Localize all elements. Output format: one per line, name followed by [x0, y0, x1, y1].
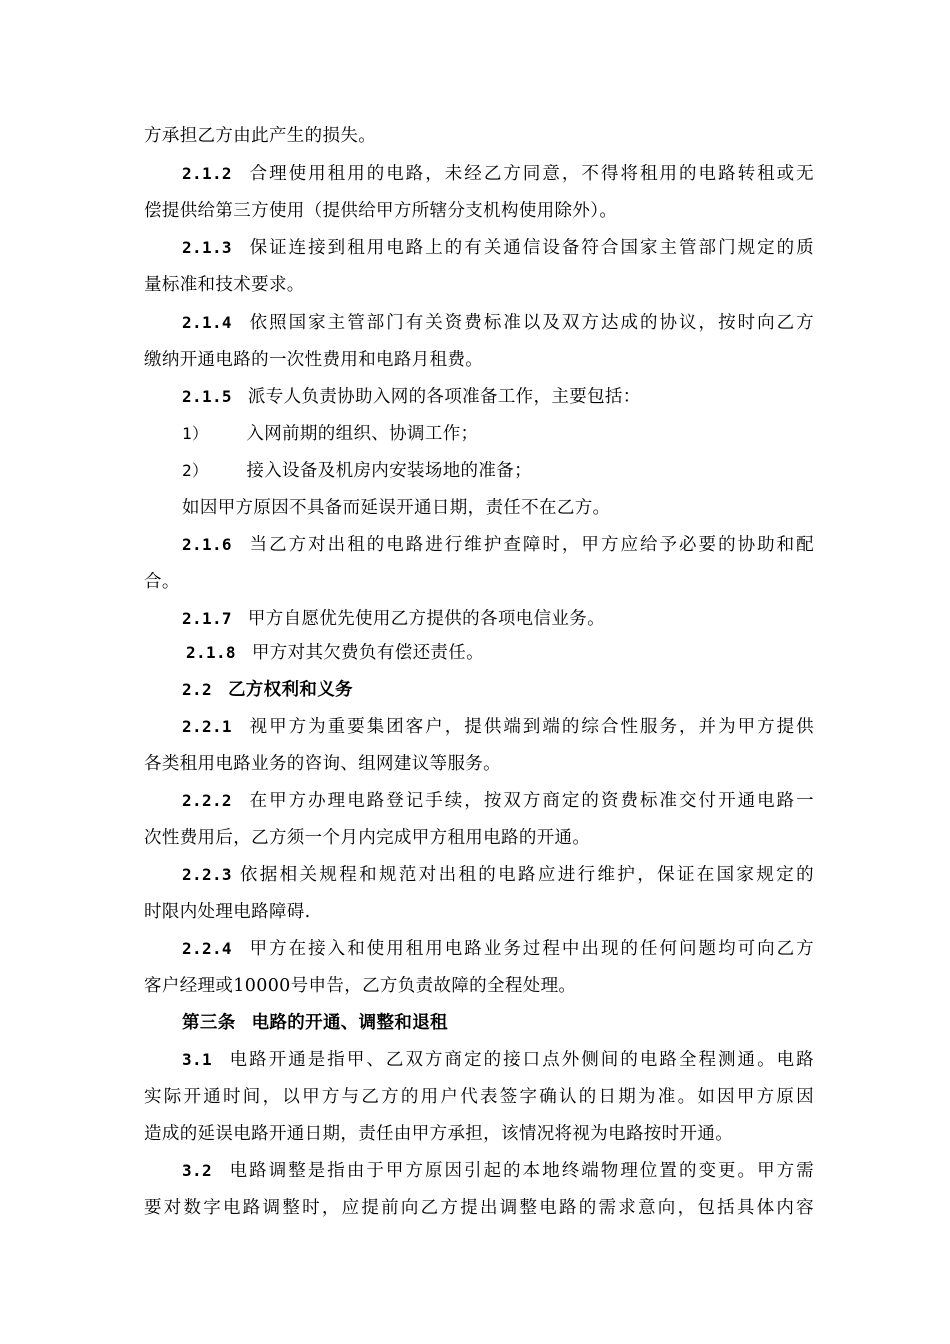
clause-2-1-8 [186, 641, 818, 665]
clause-3-2 [182, 1159, 814, 1183]
section-title: 乙方权利和义务 [227, 680, 353, 700]
list-marker: 1） [182, 424, 209, 443]
list-text: 接入设备及机房内安装场地的准备； [246, 461, 532, 481]
clause-2-1-6 [182, 533, 814, 557]
clause-text: 依照国家主管部门有关资费标准以及双方达成的协议，按时向乙方 [247, 313, 814, 333]
clause-2-1-4 [182, 311, 814, 335]
clause-number: 3.1 [182, 1050, 212, 1069]
article-number: 第三条 [182, 1013, 236, 1033]
clause-text: 合理使用租用的电路，未经乙方同意，不得将租用的电路转租或无 [247, 164, 814, 184]
section-number: 2.2 [182, 680, 212, 699]
paragraph-line [144, 124, 814, 148]
list-marker: 2） [182, 461, 209, 480]
paragraph-line [144, 273, 814, 297]
paragraph-line [144, 752, 814, 776]
text: 各类租用电路业务的咨询、组网建议等服务。 [144, 754, 501, 774]
clause-2-2-4 [182, 937, 814, 961]
list-item-2 [182, 459, 814, 483]
paragraph-line [144, 1196, 814, 1220]
clause-text: 甲方自愿优先使用乙方提供的各项电信业务。 [247, 609, 605, 629]
paragraph-line [144, 348, 814, 372]
article-heading-3 [182, 1011, 814, 1035]
clause-2-1-7 [182, 607, 814, 631]
paragraph-line [144, 900, 814, 924]
paragraph-line [144, 1122, 814, 1146]
clause-2-1-3 [182, 236, 814, 260]
list-item-1 [182, 422, 814, 446]
text: 方承担乙方由此产生的损失。 [144, 126, 377, 146]
text: 实际开通时间，以甲方与乙方的用户代表签字确认的日期为准。如因甲方原因 [144, 1087, 814, 1107]
clause-number: 2.2.4 [182, 939, 232, 958]
clause-number: 2.2.3 [182, 865, 232, 884]
clause-number: 2.2.2 [182, 791, 232, 810]
clause-text: 依据相关规程和规范对出租的电路应进行维护，保证在国家规定的 [237, 865, 814, 885]
paragraph-line [144, 1085, 814, 1109]
clause-text: 当乙方对出租的电路进行维护查障时，甲方应给予必要的协助和配 [247, 535, 814, 555]
clause-2-2-3 [182, 863, 814, 887]
text: 合。 [144, 572, 180, 592]
text: 量标准和技术要求。 [144, 275, 305, 295]
clause-text: 在甲方办理电路登记手续，按双方商定的资费标准交付开通电路一 [247, 791, 814, 811]
clause-2-2-1 [182, 715, 814, 739]
clause-number: 2.1.5 [182, 387, 232, 406]
text: 偿提供给第三方使用（提供给甲方所辖分支机构使用除外）。 [144, 201, 618, 221]
clause-number: 2.1.2 [182, 164, 232, 183]
clause-2-1-2 [182, 162, 814, 186]
clause-number: 2.1.6 [182, 535, 232, 554]
clause-text: 甲方在接入和使用租用电路业务过程中出现的任何问题均可向乙方 [247, 939, 814, 959]
clause-text: 保证连接到租用电路上的有关通信设备符合国家主管部门规定的质 [247, 238, 814, 258]
clause-2-1-5 [182, 385, 814, 409]
text: 造成的延误电路开通日期，责任由甲方承担，该情况将视为电路按时开通。 [144, 1124, 734, 1144]
text: 缴纳开通电路的一次性费用和电路月租费。 [144, 350, 484, 370]
clause-text: 视甲方为重要集团客户，提供端到端的综合性服务，并为甲方提供 [247, 717, 814, 737]
text: 要对数字电路调整时，应提前向乙方提出调整电路的需求意向，包括具体内容 [144, 1198, 814, 1218]
paragraph-line [182, 496, 814, 520]
section-heading-2-2 [182, 678, 814, 702]
clause-number: 2.1.8 [186, 643, 236, 662]
clause-number: 2.1.3 [182, 238, 232, 257]
paragraph-line [144, 974, 814, 998]
clause-number: 2.2.1 [182, 717, 232, 736]
paragraph-line [144, 199, 814, 223]
text: 次性费用后，乙方须一个月内完成甲方租用电路的开通。 [144, 828, 591, 848]
clause-text: 甲方对其欠费负有偿还责任。 [251, 643, 484, 663]
clause-3-1 [182, 1048, 814, 1072]
text: 客户经理或10000号申告，乙方负责故障的全程处理。 [144, 976, 577, 996]
clause-2-2-2 [182, 789, 814, 813]
clause-text: 电路开通是指甲、乙双方商定的接口点外侧间的电路全程测通。电路 [227, 1050, 814, 1070]
text: 如因甲方原因不具备而延误开通日期，责任不在乙方。 [182, 498, 611, 518]
list-text: 入网前期的组织、协调工作； [246, 424, 479, 444]
clause-number: 3.2 [182, 1161, 212, 1180]
clause-number: 2.1.7 [182, 609, 232, 628]
paragraph-line [144, 570, 814, 594]
paragraph-line [144, 826, 814, 850]
clause-text: 电路调整是指由于甲方原因引起的本地终端物理位置的变更。甲方需 [227, 1161, 814, 1181]
text: 时限内处理电路障碍. [144, 902, 311, 922]
clause-number: 2.1.4 [182, 313, 232, 332]
clause-text: 派专人负责协助入网的各项准备工作，主要包括： [247, 387, 641, 407]
article-title: 电路的开通、调整和退租 [251, 1013, 448, 1033]
